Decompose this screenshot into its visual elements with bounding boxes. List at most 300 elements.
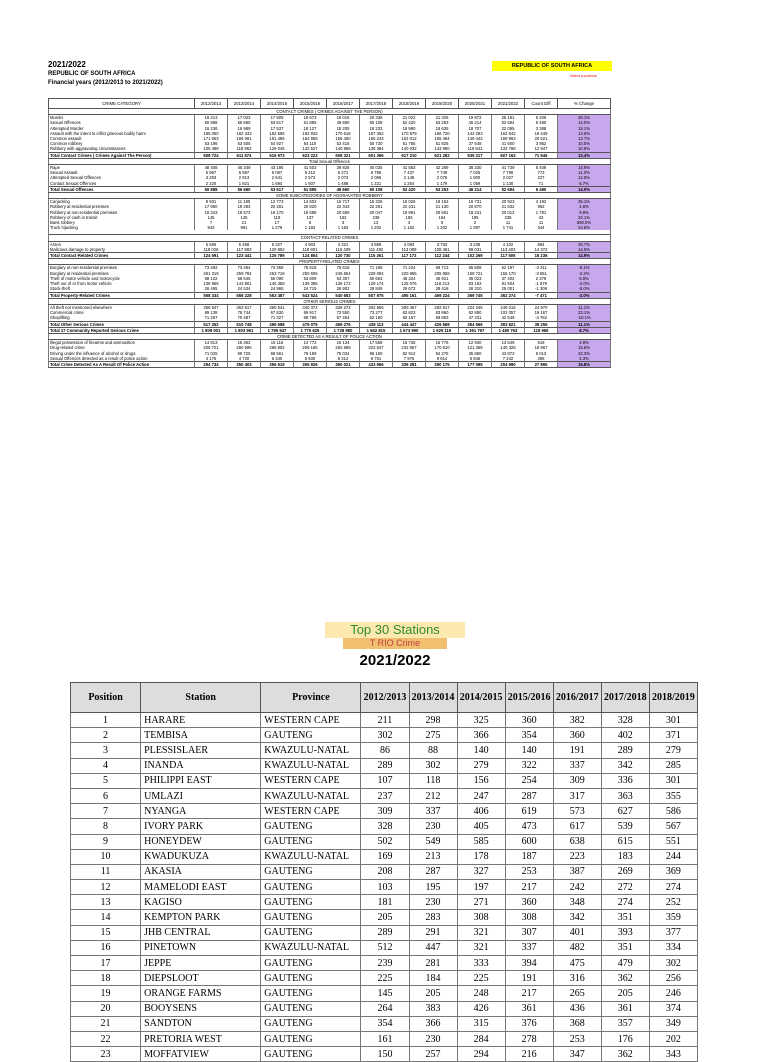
table-cell: 19 991 xyxy=(393,210,426,215)
table-cell: 307 xyxy=(505,925,553,940)
crime-category: Common assault xyxy=(49,136,195,141)
table-cell: 5 409 xyxy=(525,165,558,171)
table-cell: -4 782 xyxy=(525,315,558,321)
table-cell: 301 xyxy=(649,773,697,788)
column-header: 2015/2016 xyxy=(505,683,553,713)
table-cell: 143 801 xyxy=(228,281,261,286)
column-header: 2017/2018 xyxy=(601,683,649,713)
table-cell: 17 950 xyxy=(195,204,228,209)
table-cell: 261 319 xyxy=(195,271,228,276)
station-position: 7 xyxy=(71,804,141,819)
table-cell: 567 xyxy=(649,819,697,834)
table-cell: 21 xyxy=(228,220,261,225)
table-cell: 611 574 xyxy=(228,152,261,158)
station-name: AKASIA xyxy=(141,864,261,879)
table-cell: 71 224 xyxy=(393,265,426,271)
table-cell: 1 662 815 xyxy=(360,327,393,333)
crime-category: Robbery of cash in transit xyxy=(49,215,195,220)
table-cell: 1 800 xyxy=(459,175,492,180)
table-cell: 259 784 xyxy=(228,271,261,276)
station-province: KWAZULU-NATAL xyxy=(261,940,361,955)
table-cell: 2 573 xyxy=(294,175,327,180)
table-cell: 308 xyxy=(505,910,553,925)
table-cell: 156 xyxy=(457,773,505,788)
table-cell: 82 890 xyxy=(459,310,492,315)
table-cell: 355 xyxy=(649,788,697,803)
station-name: HONEYDEW xyxy=(141,834,261,849)
table-cell: 113 089 xyxy=(393,247,426,253)
table-cell: -3 551 xyxy=(525,271,558,276)
percent-change: 4.3% xyxy=(558,356,611,362)
percent-change: 13.7% xyxy=(558,136,611,141)
table-cell: 362 xyxy=(601,971,649,986)
station-province: KWAZULU-NATAL xyxy=(261,743,361,758)
table-cell: 257 xyxy=(409,1047,457,1062)
table-cell: 256 xyxy=(649,971,697,986)
table-cell: 18 573 xyxy=(228,210,261,215)
table-cell: 19 284 xyxy=(228,204,261,209)
table-cell: 433 966 xyxy=(360,361,393,367)
table-cell: 6 271 xyxy=(327,170,360,175)
crime-category: Carjacking xyxy=(49,199,195,205)
table-cell: 573 xyxy=(553,804,601,819)
table-cell: 17 xyxy=(261,220,294,225)
table-cell: 289 xyxy=(361,925,409,940)
table-cell: 166 720 xyxy=(426,131,459,136)
table-cell: 102 269 xyxy=(459,253,492,259)
station-province: GAUTENG xyxy=(261,1047,361,1062)
table-cell: 4 903 xyxy=(294,241,327,247)
table-cell: 1 182 xyxy=(393,225,426,230)
table-cell: 58 102 xyxy=(195,276,228,281)
station-row xyxy=(71,940,698,955)
table-cell: 292 689 xyxy=(327,345,360,350)
table-cell: 16 731 xyxy=(459,199,492,205)
crime-category: Robbery at residential premises xyxy=(49,204,195,209)
table-cell: 1 770 626 xyxy=(294,327,327,333)
station-province: GAUTENG xyxy=(261,925,361,940)
table-cell: 773 xyxy=(525,170,558,175)
table-cell: 3 783 xyxy=(426,241,459,247)
percent-change: 26.7% xyxy=(558,241,611,247)
table-cell: 246 654 xyxy=(327,271,360,276)
table-cell: 259 165 xyxy=(294,345,327,350)
table-cell: 17 805 xyxy=(261,115,294,121)
table-cell: 67 454 xyxy=(327,315,360,321)
table-cell: 213 xyxy=(409,849,457,864)
table-cell: 473 xyxy=(505,819,553,834)
column-header: Station xyxy=(141,683,261,713)
station-position: 14 xyxy=(71,910,141,925)
table-cell: 140 xyxy=(457,743,505,758)
table-cell: 69 725 xyxy=(228,351,261,356)
table-cell: 362 xyxy=(601,1047,649,1062)
table-cell: 83 183 xyxy=(459,281,492,286)
table-cell: 351 xyxy=(601,910,649,925)
table-cell: 118 213 xyxy=(426,281,459,286)
table-cell: 376 xyxy=(505,1016,553,1031)
table-cell: 13 xyxy=(360,220,393,225)
table-cell: 3 238 xyxy=(459,241,492,247)
table-cell: 18 707 xyxy=(459,126,492,131)
table-cell: 140 956 xyxy=(327,146,360,152)
station-position: 1 xyxy=(71,713,141,728)
table-cell: 16 343 xyxy=(195,210,228,215)
table-cell: 195 xyxy=(459,215,492,220)
table-cell: 42 289 xyxy=(426,165,459,171)
table-cell: 4 xyxy=(393,220,426,225)
table-cell: 16 325 xyxy=(360,199,393,205)
table-cell: 16 026 xyxy=(393,199,426,205)
table-cell: 140 032 xyxy=(393,146,426,152)
table-cell: 517 252 xyxy=(195,321,228,327)
table-cell: 242 xyxy=(553,880,601,895)
table-cell: 16 236 xyxy=(195,126,228,131)
table-cell: 20 047 xyxy=(360,210,393,215)
table-cell: 25 001 xyxy=(492,286,525,292)
table-cell: 178 xyxy=(457,849,505,864)
table-cell: 107 xyxy=(361,773,409,788)
table-cell: 26 310 xyxy=(459,286,492,292)
table-cell: 558 334 xyxy=(195,292,228,298)
table-cell: 2 641 xyxy=(261,175,294,180)
column-header: 2018/2019 xyxy=(649,683,697,713)
table-cell: 119 xyxy=(261,215,294,220)
column-header: % Change xyxy=(558,99,611,109)
table-cell: 112 244 xyxy=(426,253,459,259)
table-cell: 220 865 xyxy=(393,271,426,276)
table-cell: 342 xyxy=(601,758,649,773)
table-cell: 20 680 xyxy=(327,210,360,215)
table-cell: 336 xyxy=(601,773,649,788)
crime-category: Common robbery xyxy=(49,141,195,146)
table-cell: 29 672 xyxy=(393,286,426,292)
crime-category: Sexual Offences xyxy=(49,120,195,125)
top-stations-subtitle: T RIO Crime xyxy=(343,638,447,649)
column-header: 2021/2022 xyxy=(492,99,525,109)
station-province: KWAZULU-NATAL xyxy=(261,758,361,773)
table-cell: 212 xyxy=(409,788,457,803)
table-cell: 359 xyxy=(649,910,697,925)
table-cell: 139 386 xyxy=(294,281,327,286)
table-cell: 5 830 xyxy=(294,356,327,362)
table-cell: 18 635 xyxy=(426,126,459,131)
table-cell: 65 508 xyxy=(459,265,492,271)
table-cell: 5 327 xyxy=(261,241,294,247)
table-cell: 73 550 xyxy=(327,310,360,315)
percent-change: 4.6% xyxy=(558,204,611,209)
top-stations-title: Top 30 Stations xyxy=(325,622,465,638)
table-cell: 25 181 xyxy=(492,115,525,121)
station-province: KWAZULU-NATAL xyxy=(261,849,361,864)
station-province: GAUTENG xyxy=(261,864,361,879)
table-cell: 19 170 xyxy=(261,210,294,215)
table-cell: 68 786 xyxy=(294,315,327,321)
table-cell: 252 xyxy=(649,895,697,910)
table-cell: 50 108 xyxy=(360,186,393,192)
table-cell: 393 xyxy=(601,925,649,940)
station-name: UMLAZI xyxy=(141,788,261,803)
table-cell: 402 xyxy=(601,728,649,743)
table-cell: 129 174 xyxy=(360,281,393,286)
table-cell: 274 xyxy=(649,880,697,895)
table-cell: 18 127 xyxy=(294,126,327,131)
table-cell: 289 xyxy=(601,743,649,758)
table-cell: 1 738 980 xyxy=(327,327,360,333)
table-cell: 56 645 xyxy=(228,276,261,281)
table-cell: 119 026 xyxy=(195,247,228,253)
table-cell: 337 xyxy=(505,940,553,955)
station-position: 20 xyxy=(71,1001,141,1016)
station-position: 10 xyxy=(71,849,141,864)
station-name: SANDTON xyxy=(141,1016,261,1031)
table-cell: 374 xyxy=(649,1001,697,1016)
table-cell: 121 359 xyxy=(459,345,492,350)
table-cell: 1 809 001 xyxy=(195,327,228,333)
table-cell: 479 xyxy=(601,956,649,971)
percent-change: 550.0% xyxy=(558,220,611,225)
table-cell: 1 694 xyxy=(261,181,294,187)
table-cell: 19 016 xyxy=(327,115,360,121)
station-province: GAUTENG xyxy=(261,880,361,895)
table-cell: 6 087 xyxy=(261,170,294,175)
table-cell: 298 xyxy=(409,713,457,728)
station-row xyxy=(71,713,698,728)
station-row xyxy=(71,910,698,925)
table-cell: 169 xyxy=(361,849,409,864)
table-cell: 223 xyxy=(553,849,601,864)
station-province: WESTERN CAPE xyxy=(261,773,361,788)
table-cell: 15 116 xyxy=(261,340,294,346)
table-cell: 390 021 xyxy=(327,361,360,367)
crime-category: Attempted Sexual Offences xyxy=(49,175,195,180)
table-cell: 22 343 xyxy=(327,204,360,209)
table-cell: 249 215 xyxy=(492,304,525,310)
table-cell: 145 xyxy=(195,215,228,220)
station-position: 13 xyxy=(71,895,141,910)
table-cell: 8 013 xyxy=(525,351,558,356)
table-cell: 638 xyxy=(553,834,601,849)
table-cell: 266 902 xyxy=(261,345,294,350)
table-cell: 53 293 xyxy=(426,186,459,192)
table-cell: 254 xyxy=(505,773,553,788)
table-cell: 181 xyxy=(361,895,409,910)
column-header: 2013/2014 xyxy=(228,99,261,109)
table-cell: 302 656 xyxy=(360,304,393,310)
station-position: 15 xyxy=(71,925,141,940)
table-cell: 253 xyxy=(505,864,553,879)
table-cell: 86 160 xyxy=(360,351,393,356)
percent-change: 14.9% xyxy=(558,253,611,259)
crime-category: Burglary at non-residential premises xyxy=(49,265,195,271)
table-cell: -3 311 xyxy=(525,265,558,271)
table-cell: 289 xyxy=(361,758,409,773)
percent-change: 12.6% xyxy=(558,175,611,180)
table-cell: 18 231 xyxy=(459,210,492,215)
table-cell: 52 420 xyxy=(393,186,426,192)
crime-category: Attempted Murder xyxy=(49,126,195,131)
table-cell: 539 xyxy=(601,819,649,834)
table-cell: 145 358 xyxy=(261,281,294,286)
percent-change: -5.1% xyxy=(558,265,611,271)
crime-category: Arson xyxy=(49,241,195,247)
percent-change: -2.0% xyxy=(558,281,611,286)
table-cell: 7 437 xyxy=(393,170,426,175)
station-name: BOOYSENS xyxy=(141,1001,261,1016)
table-cell: 50 730 xyxy=(360,141,393,146)
station-row xyxy=(71,880,698,895)
section-heading: SOME SUBCATEGORIES OF AGGRAVATED ROBBERY xyxy=(49,193,611,199)
table-cell: 302 xyxy=(649,956,697,971)
table-cell: 278 xyxy=(505,1031,553,1046)
table-cell: 108 461 xyxy=(426,247,459,253)
table-cell: 86 xyxy=(361,743,409,758)
table-cell: 1 607 xyxy=(294,181,327,187)
table-cell: 426 xyxy=(457,1001,505,1016)
station-position: 4 xyxy=(71,758,141,773)
table-cell: 447 xyxy=(409,940,457,955)
station-row xyxy=(71,834,698,849)
percent-change: 14.5% xyxy=(558,247,611,253)
percent-change: 13.4% xyxy=(558,152,611,158)
table-cell: 4 192 xyxy=(525,199,558,205)
station-name: JEPPE xyxy=(141,956,261,971)
crime-category: Robbery at non-residential premises xyxy=(49,210,195,215)
table-cell: 202 xyxy=(649,1031,697,1046)
station-row xyxy=(71,788,698,803)
table-cell: 228 094 xyxy=(360,271,393,276)
table-cell: 14 372 xyxy=(525,247,558,253)
table-cell: 6 967 xyxy=(195,170,228,175)
table-cell: 11 xyxy=(492,220,525,225)
table-cell: 37 648 xyxy=(459,141,492,146)
table-cell: 71 267 xyxy=(195,315,228,321)
table-cell: 83 860 xyxy=(426,310,459,315)
station-row xyxy=(71,728,698,743)
crime-category: All theft not mentioned elsewhere xyxy=(49,304,195,310)
table-cell: 325 xyxy=(457,713,505,728)
table-cell: 6 314 xyxy=(327,356,360,362)
table-cell: 12 773 xyxy=(261,199,294,205)
table-cell: 132 788 xyxy=(492,146,525,152)
table-cell: 205 xyxy=(409,986,457,1001)
table-cell: 617 xyxy=(553,819,601,834)
crime-category: Malicious damage to property xyxy=(49,247,195,253)
station-name: KAGISO xyxy=(141,895,261,910)
table-cell: 369 xyxy=(649,864,697,879)
top-stations-year: 2021/2022 xyxy=(359,652,431,669)
crime-category: Total Crime Detected As A Result Of Police Action xyxy=(49,361,195,367)
table-cell: 197 xyxy=(457,880,505,895)
percent-change: 13.6% xyxy=(558,131,611,136)
table-cell: 138 956 xyxy=(195,281,228,286)
table-cell: 53 418 xyxy=(327,141,360,146)
table-cell: 60 167 xyxy=(393,315,426,321)
station-row xyxy=(71,804,698,819)
station-name: JHB CENTRAL xyxy=(141,925,261,940)
table-cell: 46 214 xyxy=(459,120,492,125)
table-cell: 18 673 xyxy=(294,115,327,121)
table-cell: 105 488 xyxy=(195,146,228,152)
table-cell: 75 618 xyxy=(327,265,360,271)
percent-change: 14.9% xyxy=(558,165,611,171)
column-header: 2016/2017 xyxy=(553,683,601,713)
table-cell: 205 959 xyxy=(426,271,459,276)
table-cell: 349 xyxy=(649,1016,697,1031)
table-cell: 43 195 xyxy=(261,165,294,171)
table-cell: 1 673 990 xyxy=(393,327,426,333)
crime-category: Illegal possession of firearms and ammunition xyxy=(49,340,195,346)
table-cell: 138 172 xyxy=(327,281,360,286)
table-cell: 89 138 xyxy=(195,310,228,315)
station-row xyxy=(71,1001,698,1016)
table-cell: 469 224 xyxy=(426,292,459,298)
table-cell: 140 xyxy=(505,743,553,758)
crime-category: Drug-related crime xyxy=(49,345,195,350)
table-cell: 1 184 xyxy=(294,225,327,230)
table-cell: 156 450 xyxy=(327,136,360,141)
station-name: PHILIPPI EAST xyxy=(141,773,261,788)
table-cell: 18 980 xyxy=(393,126,426,131)
table-cell: 482 xyxy=(553,940,601,955)
table-cell: 2 076 xyxy=(426,175,459,180)
percent-change: 11.1% xyxy=(558,304,611,310)
table-cell: 162 012 xyxy=(393,136,426,141)
table-cell: 507 975 xyxy=(360,292,393,298)
table-cell: 5 209 xyxy=(525,115,558,121)
table-cell: 371 xyxy=(649,728,697,743)
table-cell: 294 734 xyxy=(195,361,228,367)
percent-change: 6.7% xyxy=(558,181,611,187)
table-cell: 113 403 xyxy=(492,247,525,253)
crime-category: Rape xyxy=(49,165,195,171)
table-cell: 475 xyxy=(553,956,601,971)
station-name: HARARE xyxy=(141,713,261,728)
province-selector[interactable]: REPUBLIC OF SOUTH AFRICA xyxy=(492,61,612,71)
table-cell: 230 xyxy=(409,895,457,910)
table-cell: 3 869 xyxy=(360,241,393,247)
table-cell: -7 471 xyxy=(525,292,558,298)
station-row xyxy=(71,986,698,1001)
table-cell: 1 179 xyxy=(426,181,459,187)
table-cell: 7 749 xyxy=(426,170,459,175)
station-row xyxy=(71,956,698,971)
table-cell: 3 293 xyxy=(195,175,228,180)
table-cell: 137 xyxy=(294,215,327,220)
table-cell: 15 362 xyxy=(228,340,261,346)
table-cell: 279 xyxy=(457,758,505,773)
table-cell: 6 340 xyxy=(261,356,294,362)
table-cell: 394 xyxy=(505,956,553,971)
station-name: IVORY PARK xyxy=(141,819,261,834)
table-cell: 20 012 xyxy=(492,210,525,215)
table-cell: 125 076 xyxy=(393,281,426,286)
table-cell: 111 492 xyxy=(360,247,393,253)
table-cell: 265 xyxy=(553,986,601,1001)
table-cell: 19 698 xyxy=(294,210,327,215)
station-province: WESTERN CAPE xyxy=(261,804,361,819)
table-cell: 22 095 xyxy=(492,126,525,131)
station-row xyxy=(71,864,698,879)
table-cell: 20 281 xyxy=(261,204,294,209)
crime-category: Burglary at residential premises xyxy=(49,271,195,276)
section-heading: CRIME DETECTED AS A RESULT OF POLICE ACTION xyxy=(49,333,611,339)
table-cell: 247 xyxy=(457,788,505,803)
table-cell: 62 197 xyxy=(492,265,525,271)
report-header xyxy=(48,60,163,87)
table-cell: 15 736 xyxy=(393,340,426,346)
table-cell: 51 895 xyxy=(294,186,327,192)
